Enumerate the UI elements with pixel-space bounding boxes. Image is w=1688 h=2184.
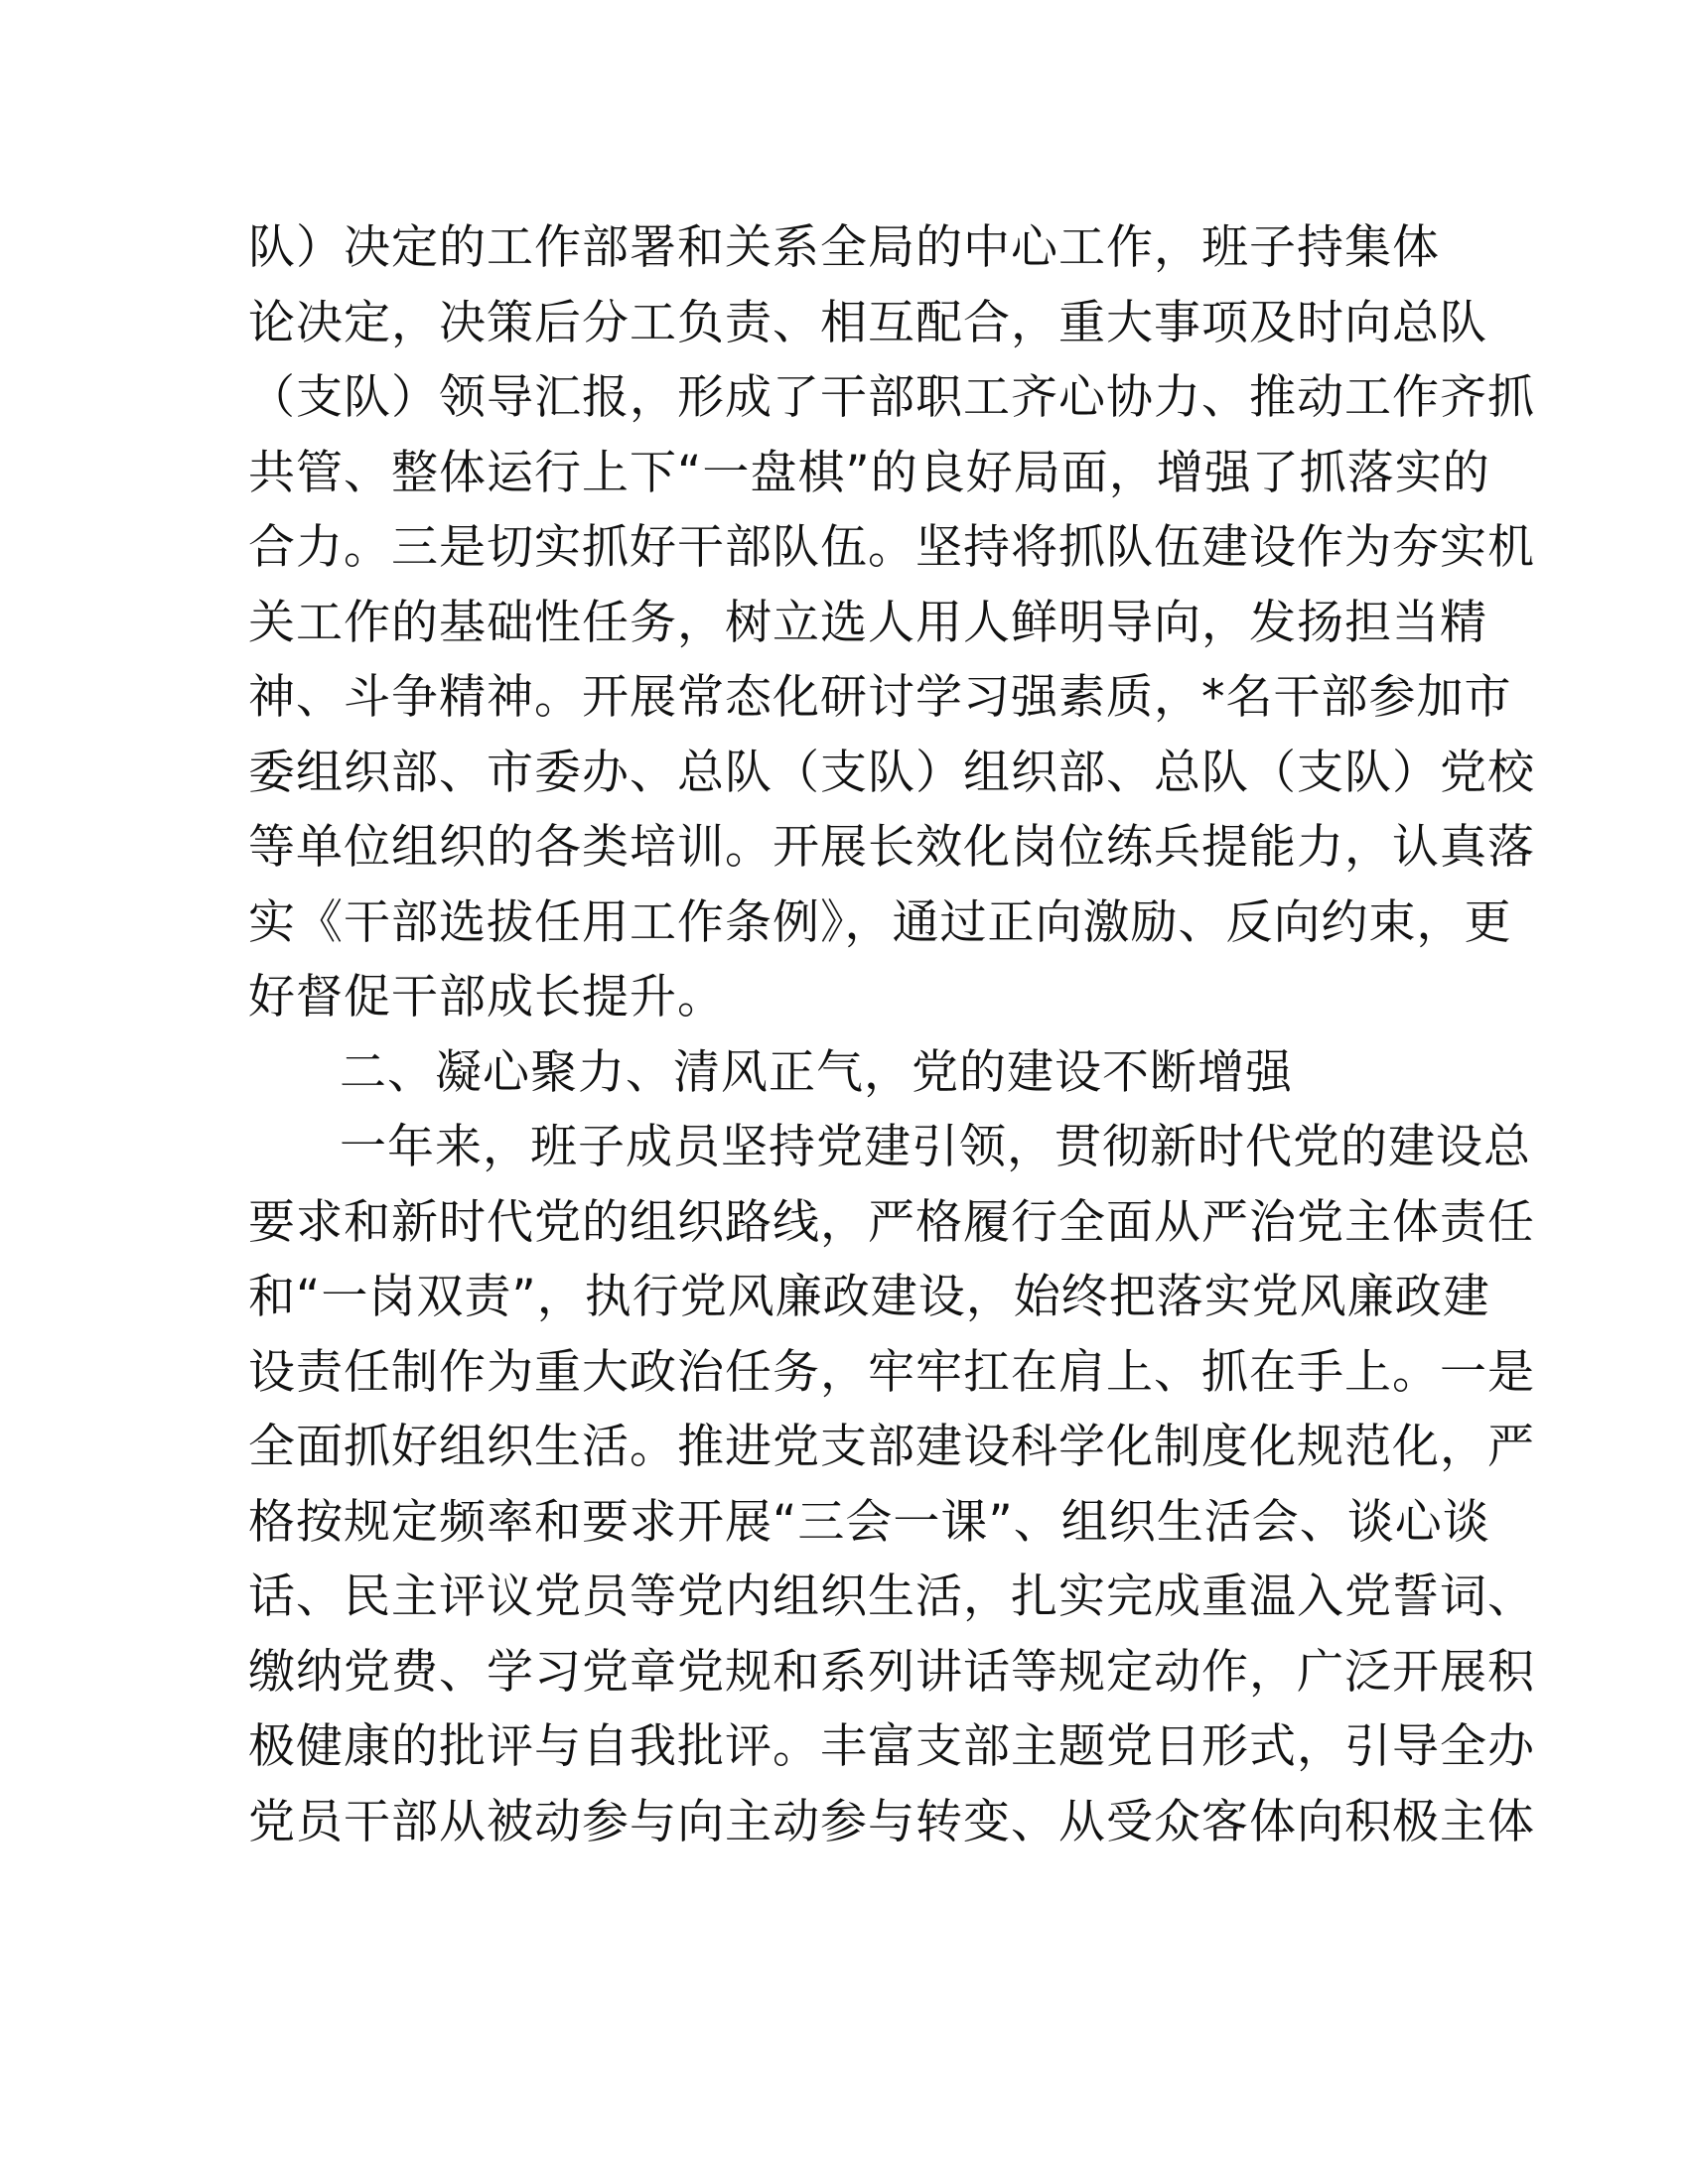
text-line-13: 一年来，班子成员坚持党建引领，贯彻新时代党的建设总 [340,1120,1531,1174]
text-line-19: 话、民主评议党员等党内组织生活，扎实完成重温入党誓词、 [248,1570,1535,1624]
text-line-11: 好督促干部成长提升。 [248,970,725,1024]
text-line-18: 格按规定频率和要求开展“三会一课”、组织生活会、谈心谈 [248,1494,1490,1550]
text-line-6: 关工作的基础性任务，树立选人用人鲜明导向，发扬担当精 [248,595,1487,650]
text-line-21: 极健康的批评与自我批评。丰富支部主题党日形式，引导全办 [248,1719,1535,1774]
text-line-20: 缴纳党费、学习党章党规和系列讲话等规定动作，广泛开展积 [248,1644,1535,1700]
text-line-10: 实《干部选拔任用工作条例》，通过正向激励、反向约束，更 [248,894,1512,950]
text-line-7: 神、斗争精神。开展常态化研讨学习强素质，*名干部参加市 [248,670,1512,725]
text-line-15: 和“一岗双责”，执行党风廉政建设，始终把落实党风廉政建 [248,1270,1490,1324]
text-line-17: 全面抓好组织生活。推进党支部建设科学化制度化规范化，严 [248,1420,1535,1474]
text-line-22: 党员干部从被动参与向主动参与转变、从受众客体向积极主体 [248,1794,1535,1849]
body-text [248,210,1535,1859]
text-line-2: 论决定，决策后分工负责、相互配合，重大事项及时向总队 [248,295,1487,350]
text-line-5: 合力。三是切实抓好干部队伍。坚持将抓队伍建设作为夯实机 [248,520,1535,575]
text-line-3: （支队）领导汇报，形成了干部职工齐心协力、推动工作齐抓 [248,370,1535,425]
text-line-9: 等单位组织的各类培训。开展长效化岗位练兵提能力，认真落 [248,820,1535,875]
text-line-16: 设责任制作为重大政治任务，牢牢扛在肩上、抓在手上。一是 [248,1344,1535,1400]
section-heading: 二、凝心聚力、清风正气，党的建设不断增强 [340,1044,1293,1100]
text-line-1: 队）决定的工作部署和关系全局的中心工作，班子持集体 [248,220,1440,275]
text-line-4: 共管、整体运行上下“一盘棋”的良好局面，增强了抓落实的 [248,445,1490,500]
text-line-8: 委组织部、市委办、总队（支队）组织部、总队（支队）党校 [248,745,1535,800]
text-line-14: 要求和新时代党的组织路线，严格履行全面从严治党主体责任 [248,1194,1535,1250]
